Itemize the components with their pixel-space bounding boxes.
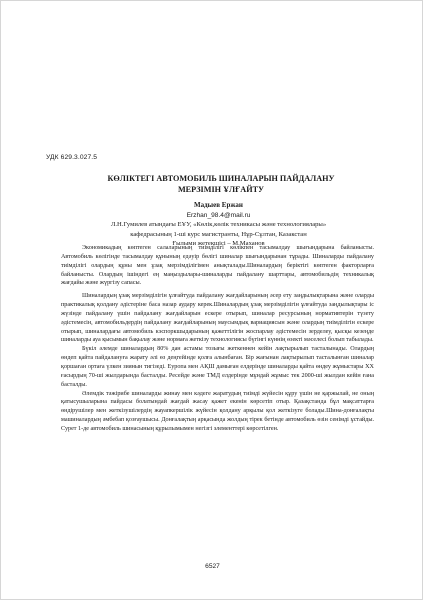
author-email: Erzhan_98.4@mail.ru [186,211,251,219]
author-name: Мадыев Ержан [194,201,243,209]
body-paragraph: Әлемдік тәжірибе шиналарды жинау мен кәдеге жаратудың тиімді жүйесін құру үшін не қаржылай, не оның қатысушыларына пайдасы болатындай жағдай жасау қажет екенін көрсетіп отыр. Қазақстанда бұл мақсаттарға өндірушілер мен жеткізушілердің жауапкершілік жүйесін қолдану арқылы қол жеткізуге болады.Шина-донғалақты машиналардың әмбебап қозғаушысы. Донғалақтың арқасында жолдың тірек бетінде автомобиль өзін сенімді ұстайды. Сурет 1-де автомобиль шинасының құрылымымен негізгі элементтері көрсетілген. [61,390,374,432]
udc-code: УДК 629.3.027.5 [46,154,98,161]
author-affiliation-line: кафедрасының 1-ші курс магистранты, Нұр-Сұлтан, Казакстан [130,230,307,238]
body-paragraph: Бүкіл әлемде шиналардың 80% дан астамы тозығы жеткеннен кейін лақтырылып тасталынады. Олардың өндеп қайта пайдалануға жарату әлі өз деңгейінде қолға алынбаған. Бір жағынан лақтырылып тасталынған шиналар қоршаған ортаға үлкен зиянын тигізеді. Еуропа мен АҚШ дамыған елдерінде шиналарды қайта өндеу жұмыстары ХХ ғасырдың 70-ші жылдарында басталды. Ресейде және ТМД елдерінде мұндай жұмыс тек 2000-ші жылдан кейін ғана басталды. [61,346,374,388]
paper-title [96,173,346,195]
author-block [81,201,356,249]
page-number: 6527 [205,563,220,570]
body-paragraph: Экономикадың көптеген салаларының тиімділігі көлікпен тасымалдау шығындарына байланысты. Автомобиль көлігінде тасымалдау құнының едәуір бөлігі шиналар шығындарынан тұрады. Шиналарды пайдалану тиімділігі олардың құны мен ұзақ мерзімділігімен анықталады.Шиналардың беріктігі көптеген факторларға байланысты. Олардың ішіндегі ең маңыздылары-шиналарды пайдалану шарттары, автомобильдің техникалық жағдайы және жүргізу сапасы. [61,245,374,287]
body-paragraph: Шиналардың ұзақ мерзімділігін ұлғайтуда пайдалану жағдайларының әсер ету заңдылықтарына және оларды практикалық қолдану әдістеріне баса назар аудару керек.Шиналардың ұзақ мерзімділігін ұлғайтуда заңдылықтары іс жүзінде пайдалану үшін пайдалану жағдайларын ескере отырып, шиналар ресурсының нормативтерін түзету әдістемесін, автомобильдердің пайдалану жағдайларының маусымдық вариациясын және олардың тиімділігін ескере отырып, шиналардағы автомобиль кэспоркшыдарының қажеттілігін жоспарлау әдістемесін зерделеу, қысқы кезеңде шиналарды ауа қысымын бақылау және нормаға жеткізу технологиясы бүгінгі күннің өзекті мәселесі болып табылады. [61,293,374,344]
body-text [61,244,374,434]
title-line: МЕРЗІМІН ҰЛҒАЙТУ [177,185,265,194]
author-affiliation-line: Л.Н.Гумилев атындағы ЕҰУ, «Көлік,көлік техникасы және технологиялары» [110,221,327,228]
title-line: КӨЛІКТЕГІ АВТОМОБИЛЬ ШИНАЛАРЫН ПАЙДАЛАНУ [107,174,335,183]
supervisor-line: Ғылыми жетекшісі – М.Маханов [172,240,265,247]
